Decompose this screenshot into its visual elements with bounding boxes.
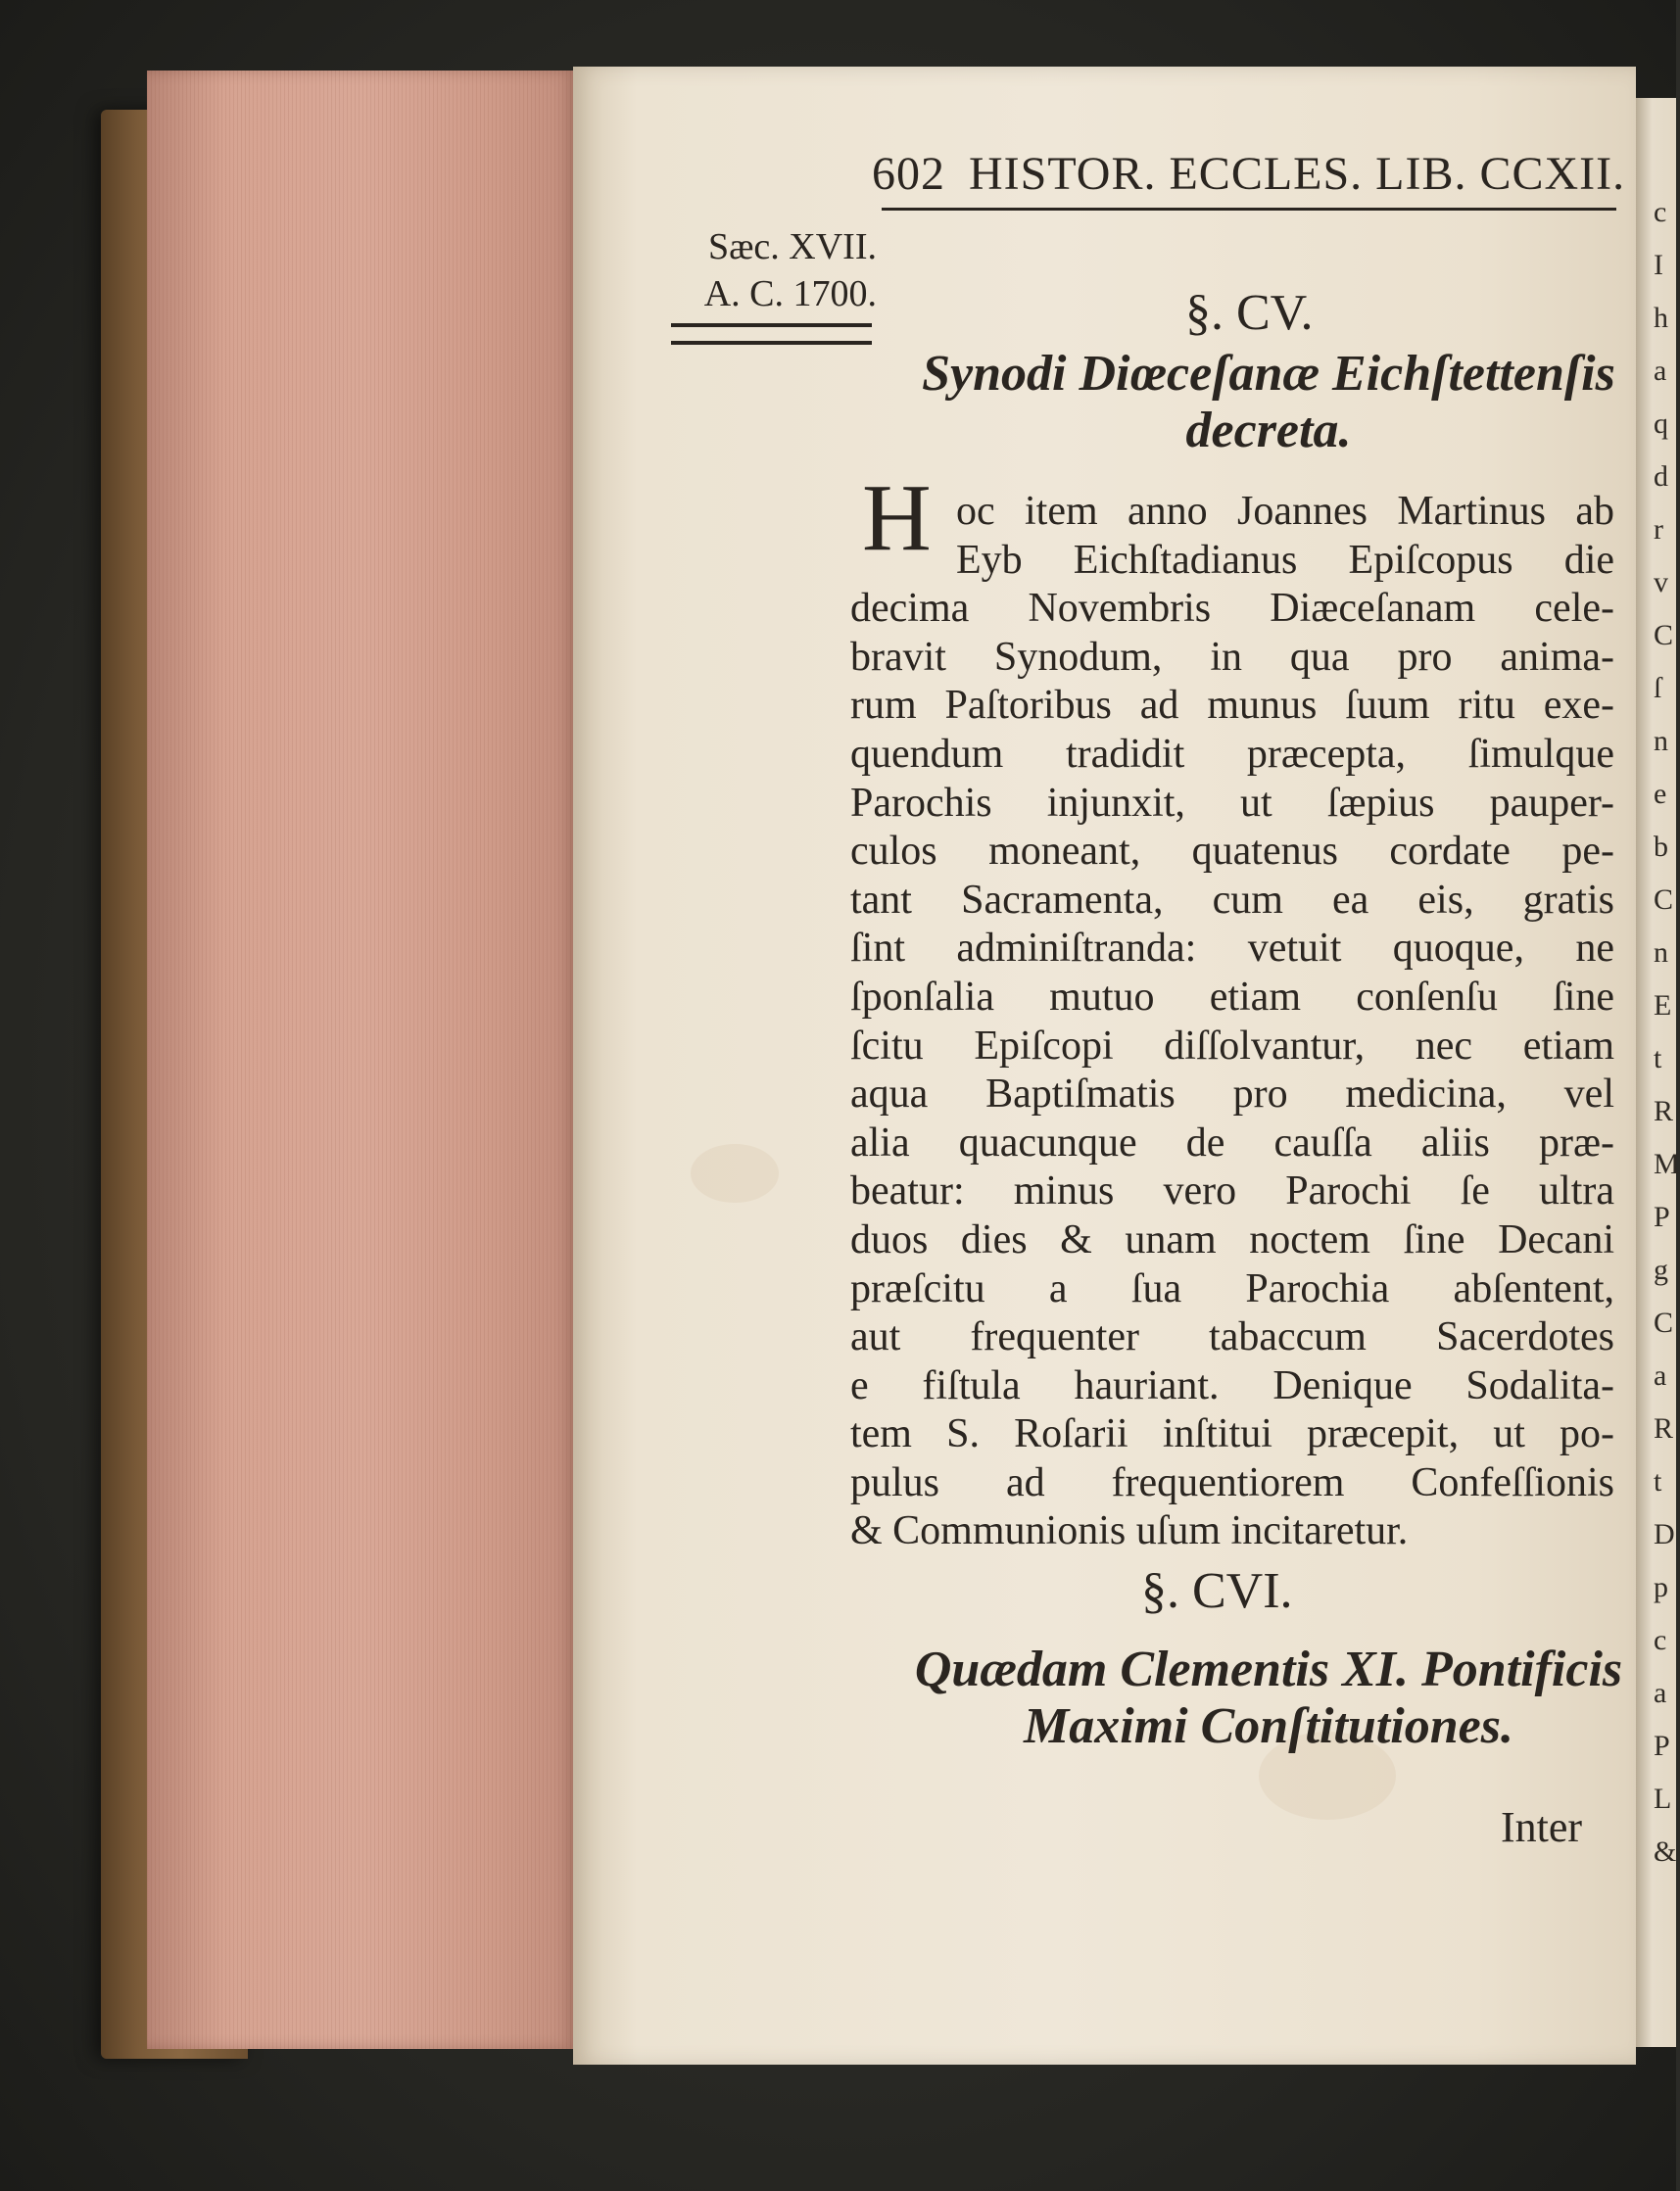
facing-page-fragment: c: [1654, 1624, 1667, 1656]
stain: [691, 1144, 779, 1203]
facing-page-fragment: c: [1654, 196, 1667, 228]
text-line: e fiſtula hauriant. Denique Sodalita-: [850, 1362, 1614, 1408]
facing-page-fragment: M: [1654, 1148, 1680, 1180]
margin-note-year: A. C. 1700.: [703, 273, 877, 314]
facing-page-fragment: a: [1654, 1359, 1667, 1392]
facing-page-fragment: n: [1654, 725, 1668, 757]
margin-note: [671, 223, 877, 317]
facing-page-fragment: a: [1654, 355, 1667, 387]
text-line: decima Novembris Diæceſanam cele-: [850, 586, 1614, 632]
facing-page-fragment: e: [1654, 778, 1667, 810]
facing-page-fragment: d: [1654, 460, 1668, 493]
catchword: Inter: [1501, 1803, 1583, 1851]
text-line: & Communionis uſum incitaretur.: [850, 1508, 1409, 1554]
text-line: rum Paſtoribus ad munus ſuum ritu exe-: [850, 683, 1614, 729]
text-line: aqua Baptiſmatis pro medicina, vel: [850, 1072, 1614, 1118]
facing-page-fragment: C: [1654, 619, 1674, 651]
facing-page-fragment: D: [1654, 1518, 1675, 1550]
text-line: beatur: minus vero Parochi ſe ultra: [850, 1168, 1614, 1215]
facing-page-fragment: I: [1654, 249, 1663, 281]
text-line: alia quacunque de cauſſa aliis præ-: [850, 1119, 1614, 1166]
facing-page-fragment: E: [1654, 989, 1672, 1022]
facing-page-fragment: v: [1654, 566, 1668, 598]
facing-page-fragment: t: [1654, 1042, 1662, 1074]
section-title: Synodi Diœceſanæ Eichſtettenſis: [922, 346, 1615, 402]
running-header: [872, 147, 1625, 201]
text-line: duos dies & unam noctem ſine Decani: [850, 1216, 1614, 1262]
text-line: ſint adminiſtranda: vetuit quoque, ne: [850, 926, 1614, 972]
text-line: ſcitu Epiſcopi diſſolvantur, nec etiam: [850, 1023, 1614, 1069]
facing-page-fragment: &: [1654, 1835, 1677, 1868]
facing-page-fragment: p: [1654, 1571, 1668, 1603]
text-line: bravit Synodum, in qua pro anima-: [850, 634, 1614, 680]
text-line: tant Sacramenta, cum ea eis, gratis: [850, 877, 1614, 923]
facing-page-fragment: b: [1654, 831, 1668, 863]
section-title: Maximi Conſtitutiones.: [1024, 1698, 1513, 1754]
facing-page-fragment: g: [1654, 1254, 1668, 1286]
facing-page-fragment: h: [1654, 302, 1668, 334]
facing-page-fragment: r: [1654, 513, 1663, 546]
page-number: 602: [872, 148, 945, 200]
margin-rule: [671, 323, 872, 345]
facing-page-edge: [1636, 98, 1680, 2047]
text-line: ſponſalia mutuo etiam conſenſu ſine: [850, 974, 1614, 1020]
facing-page-fragment: q: [1654, 407, 1668, 440]
section-number: §. CVI.: [1141, 1563, 1293, 1619]
drop-cap: H: [862, 465, 932, 571]
facing-page-fragment: ſ: [1654, 672, 1662, 704]
page-edges: [147, 71, 576, 2049]
text-line: culos moneant, quatenus cordate pe-: [850, 829, 1614, 875]
facing-page-fragment: L: [1654, 1783, 1672, 1815]
facing-page-fragment: C: [1654, 1307, 1674, 1339]
facing-page-fragment: P: [1654, 1730, 1670, 1762]
text-line: præſcitu a ſua Parochia abſentent,: [850, 1265, 1614, 1311]
facing-page-fragment: a: [1654, 1677, 1667, 1709]
facing-page-fragment: R: [1654, 1412, 1674, 1445]
facing-page-fragment: P: [1654, 1201, 1670, 1233]
section-number: §. CV.: [1185, 285, 1314, 341]
facing-page-fragment: t: [1654, 1465, 1662, 1498]
facing-page-fragment: C: [1654, 883, 1674, 916]
running-title: HISTOR. ECCLES. LIB. CCXII.: [969, 148, 1626, 200]
text-line: aut frequenter tabaccum Sacerdotes: [850, 1314, 1614, 1360]
header-rule: [882, 208, 1616, 211]
text-line: Parochis injunxit, ut ſæpius pauper-: [850, 780, 1614, 826]
text-line: oc item anno Joannes Martinus ab: [956, 489, 1614, 534]
text-line: quendum tradidit præcepta, ſimulque: [850, 731, 1614, 777]
section-title: decreta.: [1185, 403, 1352, 458]
section-title: Quædam Clementis XI. Pontificis: [914, 1642, 1623, 1697]
body-paragraph: [850, 488, 1614, 1556]
facing-page-fragment: R: [1654, 1095, 1674, 1127]
margin-note-century: Sæc. XVII.: [707, 226, 877, 267]
text-line: Eyb Eichſtadianus Epiſcopus die: [956, 537, 1614, 583]
text-line: pulus ad frequentiorem Confeſſionis: [850, 1459, 1614, 1505]
text-line: tem S. Roſarii inſtitui præcepit, ut po-: [850, 1411, 1614, 1457]
facing-page-fragment: n: [1654, 936, 1668, 969]
